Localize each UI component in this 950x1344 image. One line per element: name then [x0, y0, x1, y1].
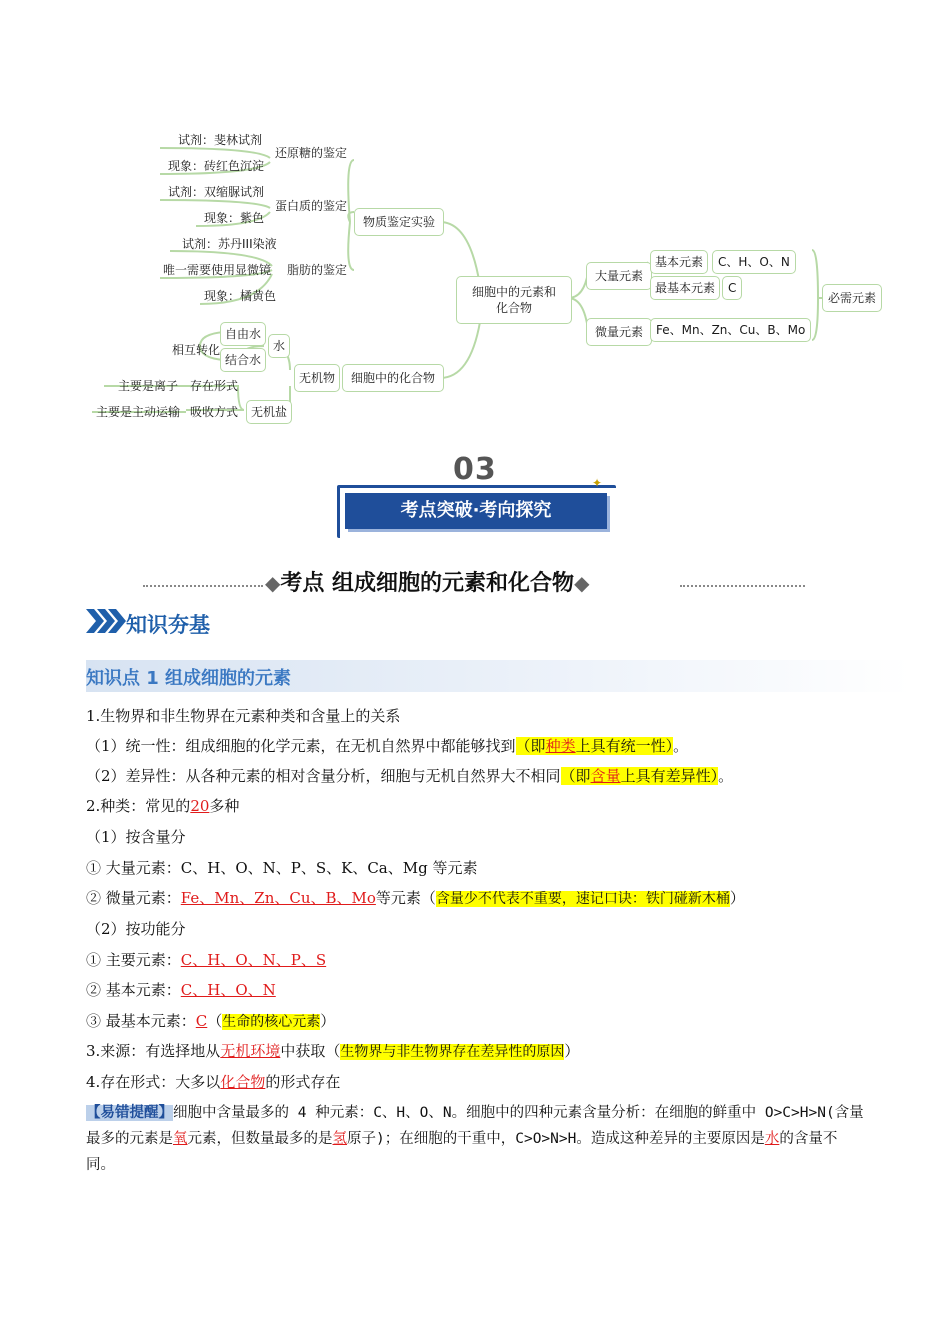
node-reducing-sugar: 还原糖的鉴定 — [275, 146, 348, 160]
kaodian-heading — [0, 566, 950, 600]
node-basic-values: C、H、O、N — [712, 250, 796, 274]
reagent-sudan: 试剂：苏丹III染液 — [182, 237, 277, 251]
node-form: 存在形式 — [190, 379, 239, 393]
line-1: 1.生物界和非生物界在元素种类和含量上的关系 — [86, 707, 401, 725]
zhishi-title: 知识夯基 — [126, 613, 210, 637]
mind-map — [0, 0, 950, 440]
node-basic: 基本元素 — [650, 250, 708, 274]
knowledge-point-bar — [86, 660, 911, 692]
chevron-right-icon — [86, 607, 126, 635]
line-most-basic: ③ 最基本元素：C（生命的核心元素） — [86, 1012, 336, 1030]
node-absorption: 吸收方式 — [190, 405, 239, 419]
line-source: 3.来源：有选择地从无机环境中获取（生物界与非生物界存在差异性的原因） — [86, 1042, 580, 1060]
node-water: 水 — [268, 334, 290, 358]
line-main: ① 主要元素：C、H、O、N、P、S — [86, 951, 327, 969]
node-inorganic: 无机物 — [294, 364, 340, 392]
section-number: 03 — [453, 452, 497, 487]
line-micro: ② 微量元素：Fe、Mn、Zn、Cu、B、Mo等元素（含量少不代表不重要，速记口诀：铁门碰新木桶） — [86, 889, 745, 907]
mind-map-connectors — [0, 0, 950, 440]
diamond-icon: ◆ — [574, 571, 590, 595]
reagent-feilin: 试剂：斐林试剂 — [178, 133, 263, 147]
line-form: 4.存在形式：大多以化合物的形式存在 — [86, 1073, 341, 1091]
node-protein: 蛋白质的鉴定 — [275, 199, 348, 213]
result-orange: 现象：橘黄色 — [204, 289, 277, 303]
node-center: 细胞中的元素和化合物 — [456, 276, 572, 324]
line-by-function: （2）按功能分 — [86, 920, 186, 938]
node-identification-experiment: 物质鉴定实验 — [354, 208, 444, 236]
node-micro-values: Fe、Mn、Zn、Cu、B、Mo — [650, 318, 811, 342]
tip-box: 【易错提醒】细胞中含量最多的 4 种元素：C、H、O、N。细胞中的四种元素含量分析：在细胞的鲜重中 O>C>H>N(含量最多的元素是氧元素，但数量最多的是氢原子)；在细胞的干重中，C>O>N>H。造成这种差异的主要原因是水的含量不同。 — [86, 1105, 864, 1173]
node-micro: 微量元素 — [586, 318, 652, 346]
kaodian-title-wrap — [265, 566, 589, 597]
microscope-note: 唯一需要使用显微镜 — [163, 263, 272, 277]
divider-right — [680, 585, 805, 587]
line-types: 2.种类：常见的20多种 — [86, 797, 240, 815]
node-most-basic: 最基本元素 — [650, 276, 720, 300]
diamond-icon: ◆ — [265, 571, 281, 595]
node-active-transport: 主要是主动运输 — [96, 405, 181, 419]
node-bound-water: 结合水 — [220, 348, 266, 372]
tip-tag: 【易错提醒】 — [86, 1105, 173, 1121]
node-macro: 大量元素 — [586, 262, 652, 290]
node-most-basic-value: C — [722, 276, 742, 300]
section-banner: 考点突破·考向探究 — [345, 493, 607, 529]
line-macro: ① 大量元素：C、H、O、N、P、S、K、Ca、Mg 等元素 — [86, 859, 478, 877]
node-essential: 必需元素 — [822, 284, 882, 312]
node-free-water: 自由水 — [220, 322, 266, 346]
line-difference: （2）差异性：从各种元素的相对含量分析，细胞与无机自然界大不相同（即含量上具有差异性）。 — [86, 767, 734, 785]
line-unity: （1）统一性：组成细胞的化学元素，在无机自然界中都能够找到（即种类上具有统一性）。 — [86, 737, 689, 755]
node-inorganic-salt: 无机盐 — [246, 400, 292, 424]
line-by-content: （1）按含量分 — [86, 828, 186, 846]
reagent-biuret: 试剂：双缩脲试剂 — [168, 185, 265, 199]
node-ions: 主要是离子 — [118, 379, 179, 393]
node-interconvert: 相互转化 — [172, 343, 221, 357]
kaodian-title: 考点 组成细胞的元素和化合物 — [280, 571, 575, 596]
sparkle-icon: ✦ — [592, 476, 603, 490]
result-purple: 现象：紫色 — [204, 211, 265, 225]
divider-left — [143, 585, 263, 587]
knowledge-point-title: 知识点 1 组成细胞的元素 — [86, 668, 292, 689]
node-compounds: 细胞中的化合物 — [342, 364, 444, 392]
line-basic: ② 基本元素：C、H、O、N — [86, 981, 276, 999]
result-brick-red: 现象：砖红色沉淀 — [168, 159, 265, 173]
node-fat: 脂肪的鉴定 — [287, 263, 348, 277]
